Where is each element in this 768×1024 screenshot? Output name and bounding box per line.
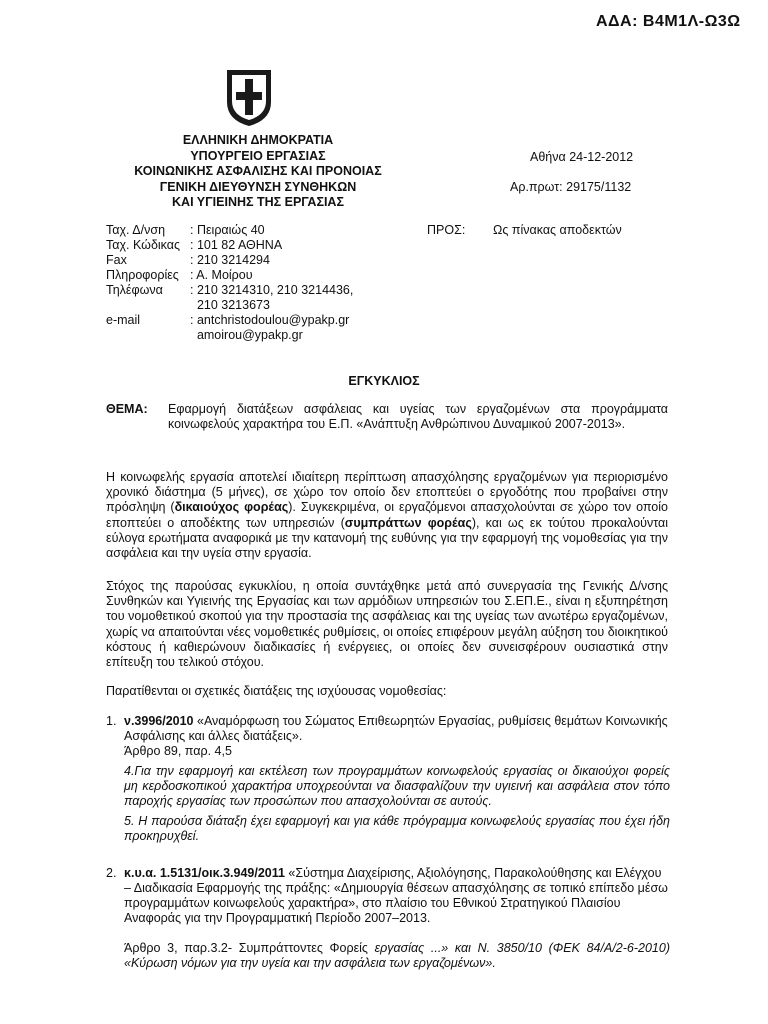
ministry-line: ΕΛΛΗΝΙΚΗ ΔΗΜΟΚΡΑΤΙΑ [182, 133, 334, 147]
contact-label [106, 328, 190, 343]
law-reference [124, 714, 670, 744]
list-number: 2. [106, 866, 117, 880]
quote: 5. Η παρούσα διάταξη έχει εφαρμογή και για κάθε πρόγραμμα κοινωφελούς εργασίας που έχει ήδη προκηρυχθεί. [124, 814, 670, 843]
ministry-line: ΓΕΝΙΚΗ ΔΙΕΥΘΥΝΣΗ ΣΥΝΘΗΚΩΝ [159, 179, 357, 194]
contact-value: : Πειραιώς 40 [190, 223, 265, 237]
contact-block [106, 223, 353, 343]
ministry-line: ΚΑΙ ΥΓΙΕΙΝΗΣ ΤΗΣ ΕΡΓΑΣΙΑΣ [172, 195, 344, 209]
text-run: Η κοινωφελής εργασία αποτελεί ιδιαίτερη περίπτωση απασχόλησης εργαζομένων για περιορισμένο χρονικό διάστημα (5 μήνες), σε χώρο τον οποίο δεν εποπτεύει ο εργοδότης που προβαίνει στην πρόσληψη ( [106, 470, 668, 515]
contact-label: e-mail [106, 313, 141, 327]
contact-value: 210 3213673 [190, 298, 270, 312]
subject-text: Εφαρμογή διατάξεων ασφάλειας και υγείας των εργαζομένων στα προγράμματα κοινωφελούς χαρακτήρα του Ε.Π. «Ανάπτυξη Ανθρώπινου Δυναμικού 2007-2013». [168, 402, 668, 431]
contact-row [106, 328, 353, 343]
list-number: 1. [106, 714, 117, 728]
ministry-line: ΥΠΟΥΡΓΕΙΟ ΕΡΓΑΣΙΑΣ [190, 148, 326, 163]
contact-row [106, 223, 353, 238]
contact-label: Πληροφορίες [106, 268, 179, 282]
contact-row [106, 298, 353, 313]
subject-label: ΘΕΜΑ: [106, 402, 148, 416]
document-type-heading: ΕΓΚΥΚΛΙΟΣ [348, 374, 420, 388]
protocol-number: Αρ.πρωτ: 29175/1132 [510, 180, 632, 194]
recipients-value: Ως πίνακας αποδεκτών [493, 223, 622, 237]
article-ref [124, 941, 670, 971]
law-title: «Αναμόρφωση του Σώματος Επιθεωρητών Εργασίας, ρυθμίσεις θεμάτων Κοινωνικής Ασφάλισης και άλλες διατάξεις». [124, 714, 668, 743]
contact-label: Fax [106, 253, 127, 267]
law-number: ν.3996/2010 [124, 714, 194, 728]
contact-label: Τηλέφωνα [106, 283, 163, 297]
law-title: «Σύστημα Διαχείρισης, Αξιολόγησης, Παρακολούθησης και Ελέγχου – Διαδικασία Εφαρμογής της πράξης: «Δημιουργία θέσεων απασχόλησης σε τοπικό επίπεδο μέσω προγραμμάτων κοινωφελούς χαρακτήρα», στο πλαίσιο του Εθνικού Στρατηγικού Πλαισίου Αναφοράς για την Προγραμματική Περίοδο 2007–2013. [124, 866, 668, 925]
contact-value: : 210 3214294 [190, 253, 270, 267]
contact-label: Ταχ. Κώδικας [106, 238, 181, 252]
contact-row [106, 268, 353, 283]
law-reference [124, 866, 670, 926]
contact-row [106, 313, 353, 328]
contact-label: Ταχ. Δ/νση [106, 223, 166, 237]
greek-emblem-icon [223, 68, 275, 128]
contact-row [106, 238, 353, 253]
bold-term: συμπράττων φορέας [344, 515, 472, 530]
document-date: Αθήνα 24-12-2012 [530, 150, 634, 164]
ministry-line: ΚΟΙΝΩΝΙΚΗΣ ΑΣΦΑΛΙΣΗΣ ΚΑΙ ΠΡΟΝΟΙΑΣ [134, 164, 382, 178]
recipients [427, 223, 622, 238]
paragraph-provisions: Παρατίθενται οι σχετικές διατάξεις της ισχύουσας νομοθεσίας: [106, 684, 447, 698]
quote: 4.Για την εφαρμογή και εκτέλεση των προγραμμάτων κοινωφελούς εργασίας οι δικαιούχοι φορείς μη κερδοσκοπικού χαρακτήρα υποχρεούνται να διασφαλίζουν την υγιεινή και ασφάλεια στον τόπο παροχής εργασίας των προσώπων που απασχολούνται σε αυτούς. [124, 764, 670, 808]
bold-term: δικαιούχος φορέας [174, 500, 289, 515]
contact-value: : 101 82 ΑΘΗΝΑ [190, 238, 283, 252]
text-run: ). Συγκεκριμένα, οι εργαζόμενοι απασχολούνται σε χώρο τον οποίο εποπτεύει ο αποδέκτης των υπηρεσιών ( [106, 500, 668, 530]
text-run: Άρθρο 3, παρ.3.2- Συμπράττοντες Φορείς [124, 941, 375, 955]
contact-value: : Α. Μοίρου [190, 268, 253, 282]
contact-row [106, 283, 353, 298]
contact-label [106, 298, 190, 313]
italic-run: εργασίας ...» και Ν. 3850/10 (ΦΕΚ 84/Α/2-6-2010) «Κύρωση νόμων για την υγεία και την ασφάλεια των εργαζομένων». [124, 941, 670, 970]
contact-email[interactable]: amoirou@ypakp.gr [190, 328, 303, 342]
list-item [124, 714, 670, 844]
contact-email[interactable]: : antchristodoulou@ypakp.gr [190, 313, 350, 327]
contact-row [106, 253, 353, 268]
article-ref: Άρθρο 89, παρ. 4,5 [124, 744, 232, 758]
paragraph-intro [106, 470, 668, 561]
list-item [124, 866, 670, 971]
recipients-label: ΠΡΟΣ: [427, 223, 466, 237]
law-number: κ.υ.α. 1.5131/οικ.3.949/2011 [124, 866, 285, 880]
ministry-header [108, 133, 408, 211]
paragraph-purpose: Στόχος της παρούσας εγκυκλίου, η οποία συντάχθηκε μετά από συνεργασία της Γενικής Δ/νσης Συνθηκών και Υγιεινής της Εργασίας και των αρμόδιων υπηρεσιών του Σ.ΕΠ.Ε., είναι η εξυπηρέτηση του νομοθετικού σκοπού για την προστασία της ασφάλειας και της υγείας των ανωτέρω εργαζομένων, χωρίς να απαιτούνται νέες νομοθετικές ρυθμίσεις, οι οποίες επιφέρουν μεγάλη αύξηση του διοικητικού κόστους ή καθιερώνουν διαδικασίες ή ενέργειες, οι οποίες δεν συνεισφέρουν ουσιαστικά στην επίτευξη του τελικού στόχου. [106, 579, 668, 670]
contact-value: : 210 3214310, 210 3214436, [190, 283, 354, 297]
text-run: ), και ως εκ τούτου προκαλούνται εύλογα ερωτήματα αναφορικά με την κατανομή της ευθύνης για την εφαρμογή της νομοθεσίας για την ασφάλεια και την υγεία στην εργασία. [106, 515, 669, 561]
ada-code: ΑΔΑ: Β4Μ1Λ-Ω3Ω [596, 13, 741, 30]
